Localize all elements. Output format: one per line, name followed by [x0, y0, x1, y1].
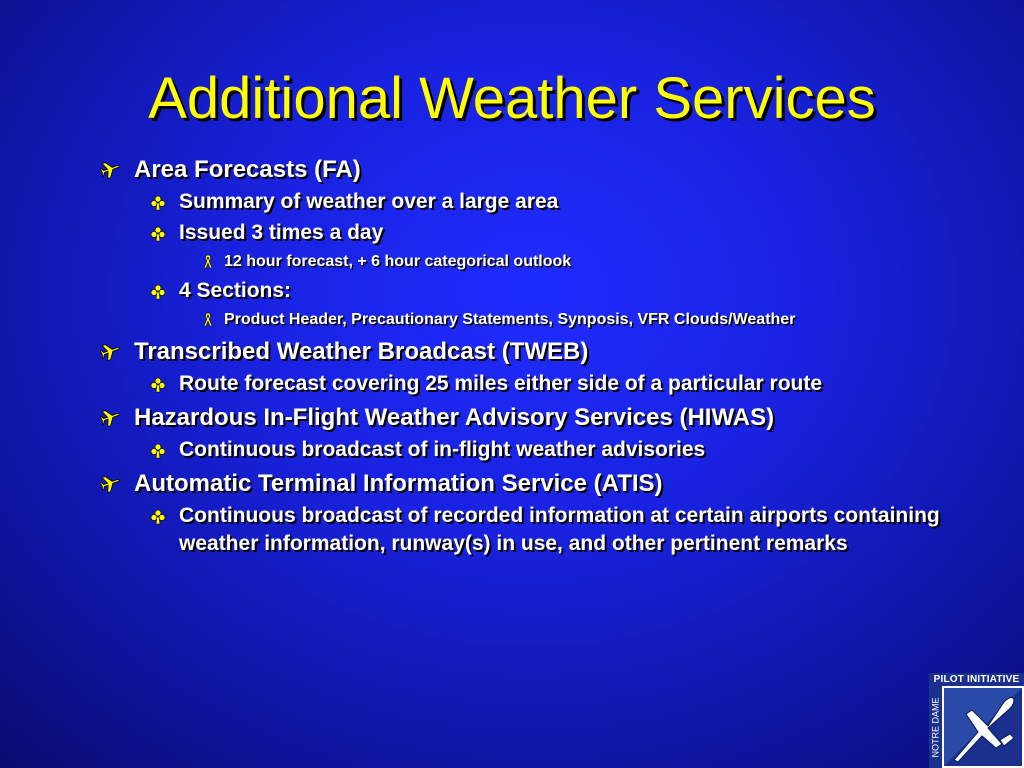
bullet-item: [0, 155, 1024, 185]
sub-sub-bullet-text: Product Header, Precautionary Statements, Synposis, VFR Clouds/Weather: [224, 311, 796, 328]
airplane-logo-icon: [944, 688, 1022, 766]
sub-bullet-item: [0, 502, 1024, 558]
bullet-list: [0, 150, 1024, 558]
bullet-text: Transcribed Weather Broadcast (TWEB): [134, 338, 589, 365]
logo-side-text: NOTRE DAME: [930, 697, 941, 758]
club-icon: [149, 192, 167, 220]
club-icon: [149, 281, 167, 309]
club-icon: [149, 506, 167, 534]
pilot-initiative-logo: [929, 673, 1024, 768]
bullet-text: Hazardous In-Flight Weather Advisory Services (HIWAS): [134, 404, 775, 431]
sub-sub-bullet-text: 12 hour forecast, + 6 hour categorical outlook: [224, 253, 572, 270]
sub-bullet-text: Route forecast covering 25 miles either side of a particular route: [179, 372, 823, 395]
sub-bullet-item: [0, 370, 1024, 398]
bullet-item: [0, 403, 1024, 433]
club-icon: [149, 440, 167, 468]
ribbon-icon: [201, 253, 215, 277]
logo-top-text: PILOT INITIATIVE: [929, 673, 1024, 686]
sub-sub-bullet-item: [0, 308, 1024, 332]
sub-bullet-item: [0, 277, 1024, 305]
bullet-item: [0, 337, 1024, 367]
airplane-icon: [100, 341, 122, 371]
airplane-icon: [100, 473, 122, 503]
sub-bullet-item: [0, 188, 1024, 216]
sub-bullet-text: Issued 3 times a day: [179, 221, 384, 244]
club-icon: [149, 374, 167, 402]
sub-bullet-text: 4 Sections:: [179, 279, 292, 302]
bullet-text: Area Forecasts (FA): [134, 156, 361, 183]
club-icon: [149, 223, 167, 251]
airplane-icon: [100, 159, 122, 189]
airplane-icon: [100, 407, 122, 437]
ribbon-icon: [201, 311, 215, 335]
slide-title: Additional Weather Services: [148, 66, 876, 131]
sub-sub-bullet-item: [0, 250, 1024, 274]
sub-bullet-text: Summary of weather over a large area: [179, 190, 559, 213]
logo-side-band: [929, 686, 942, 768]
sub-bullet-item: [0, 219, 1024, 247]
bullet-item: [0, 469, 1024, 499]
sub-bullet-item: [0, 436, 1024, 464]
bullet-text: Automatic Terminal Information Service (ATIS): [134, 470, 663, 497]
sub-bullet-text: Continuous broadcast of in-flight weather advisories: [179, 438, 706, 461]
sub-bullet-text: Continuous broadcast of recorded information at certain airports containing weather information, runway(s) in use, and other pertinent remarks: [179, 504, 940, 555]
